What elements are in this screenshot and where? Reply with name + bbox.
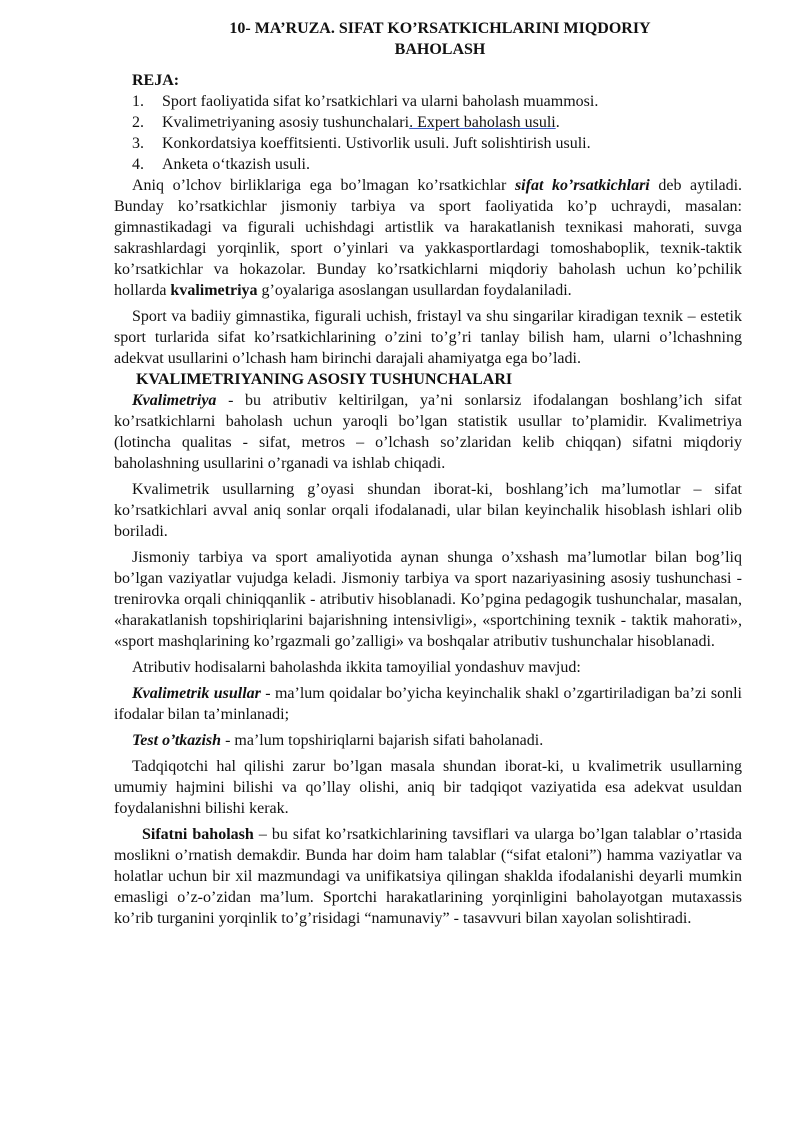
paragraph-text: Aniq o’lchov birliklariga ega bo’lmagan ko’rsatkichlar xyxy=(132,177,515,194)
plan-item-text: Anketa o‘tkazish usuli. xyxy=(162,156,310,173)
term-qualimetry: kvalimetriya xyxy=(170,282,258,299)
plan-item-text: Kvalimetriyaning asosiy tushunchalari xyxy=(162,114,410,131)
paragraph-approaches: Atributiv hodisalarni baholashda ikkita tamoyilial yondashuv mavjud: xyxy=(132,659,581,676)
plan-heading: REJA: xyxy=(132,72,180,89)
paragraph-text: – bu sifat ko’rsatkichlarining tavsiflari va ularga bo’lgan talablar o’rtasida moslikni o’rnatish demakdir. Bunda har doim ham talablar (“sifat etaloni”) hamma vaziyatlar va holatlar uchun bir xil mazmundagi va unifikatsiya qilingan shaklda ifodalanishi deyarli mumkin emasligi o’z-o’zidan ma’lum. Sportchi harakatlarining yorqinligini baholayotgan mutaxassis ko’rib turganini yorqinlik to’g’risidagi “namunaviy” - tasavvuri bilan xayolan solishtiradi. xyxy=(114,826,742,927)
paragraph-quality-assessment xyxy=(114,824,742,929)
term-quality-assessment: Sifatni baholash xyxy=(142,826,254,843)
title-line-1: 10- MA’RUZA. SIFAT KO’RSATKICHLARINI MIQDORIY xyxy=(229,20,651,37)
plan-item-number: 3. xyxy=(132,135,144,152)
plan-item-link[interactable]: . Expert baholash usuli xyxy=(409,114,556,131)
plan-item-tail: . xyxy=(555,114,560,131)
paragraph-aesthetic-sports: Sport va badiiy gimnastika, figurali uchish, fristayl va shu singarilar kiradigan texnik – estetik sport turlarida sifat ko’rsatkichlarining o’zini to’g’ri tanlay bilish ham, ularni o’lchashning adekvat usullarini o’lchash ham birinchi darajali ahamiyatga ega bo’ladi. xyxy=(114,308,742,367)
paragraph-text: g’oyalariga asoslangan usullardan foydalaniladi. xyxy=(257,282,572,299)
paragraph-qualimetry-definition xyxy=(114,390,742,474)
plan-item-text: Sport faoliyatida sifat ko’rsatkichlari va ularni baholash muammosi. xyxy=(162,93,599,110)
paragraph-text: - bu atributiv keltirilgan, ya’ni sonlarsiz ifodalangan boshlang’ich sifat ko’rsatkichlarni baholash uchun yaroqli bo’lgan statistik usullar to’plamidir. Kvalimetriya (lotincha qualitas - sifat, metros – o’lchash so’zlaridan kelib chiqqan) sifatni miqdoriy baholashning usullarini o’rganadi va ishlab chiqadi. xyxy=(114,392,742,472)
paragraph-researcher-task: Tadqiqotchi hal qilishi zarur bo’lgan masala shundan iborat-ki, u kvalimetrik usullarning umumiy hajmini bilishi va qo’llay olishi, aniq bir tadqiqot vaziyatida esa adekvat usuldan foydalanishni bilishi kerak. xyxy=(114,758,742,817)
plan-item-number: 4. xyxy=(132,156,144,173)
plan-item-number: 1. xyxy=(132,93,144,110)
title-line-2: BAHOLASH xyxy=(394,41,486,58)
plan-item xyxy=(132,154,742,175)
term-testing: Test o’tkazish xyxy=(132,732,222,749)
paragraph-qualimetric-idea: Kvalimetrik usullarning g’oyasi shundan iborat-ki, boshlang’ich ma’lumotlar – sifat ko’rsatkichlari avval aniq sonlar orqali ifodalanadi, ular bilan keyinchalik hisoblash ishlari olib boriladi. xyxy=(114,481,742,540)
document-page xyxy=(114,18,742,934)
plan-item-text: Konkordatsiya koeffitsienti. Ustivorlik usuli. Juft solishtirish usuli. xyxy=(162,135,591,152)
paragraph-text: deb aytiladi. Bunday ko’rsatkichlar jismoniy tarbiya va sport faoliyatida ko’p uchraydi, masalan: gimnastikadagi va figurali uchishdagi artistlik va harakatlanish texnikasi mahorati, suvga sakrashlardagi yorqinlik, sport o’yinlari va yakkasportlardagi tomoshaboplik, texnik-taktik ko’rsatkichlar va hokazolar. Bunday ko’rsatkichlarni miqdoriy baholash uchun ko’pchilik hollarda xyxy=(114,177,743,299)
term-quality-indicators: sifat ko’rsatkichlari xyxy=(514,177,650,194)
plan-item xyxy=(132,91,742,112)
lecture-title xyxy=(114,18,742,60)
section-heading: KVALIMETRIYANING ASOSIY TUSHUNCHALARI xyxy=(136,371,513,388)
term-qualimetric-methods: Kvalimetrik usullar xyxy=(132,685,261,702)
paragraph-text: - ma’lum qoidalar bo’yicha keyinchalik shakl o’zgartiriladigan ba’zi sonli ifodalar bilan ta’minlanadi; xyxy=(114,685,742,723)
plan-item xyxy=(132,112,742,133)
plan-item xyxy=(132,133,742,154)
paragraph-quality-indicators xyxy=(114,175,742,301)
paragraph-qualimetric-methods xyxy=(114,683,742,725)
paragraph-sports-practice: Jismoniy tarbiya va sport amaliyotida aynan shunga o’xshash ma’lumotlar bilan bog’liq bo’lgan vaziyatlar vujudga keladi. Jismoniy tarbiya va sport nazariyasining asosiy tushunchasi - trenirovka orqali chiniqqanlik - atributiv hisoblanadi. Ko’pgina pedagogik tushunchalar, masalan, «harakatlanish topshiriqlarini bajarishning intensivligi», «sportchining texnik - taktik mahorati», «sport mashqlarining ko’rgazmali go’zalligi» va boshqalar atributiv tushunchalar hisoblanadi. xyxy=(114,549,742,650)
paragraph-testing xyxy=(114,730,742,751)
paragraph-text: - ma’lum topshiriqlarni bajarish sifati baholanadi. xyxy=(221,732,544,749)
plan-item-number: 2. xyxy=(132,114,144,131)
term-qualimetry-definition: Kvalimetriya xyxy=(132,392,217,409)
plan-list xyxy=(114,91,742,175)
